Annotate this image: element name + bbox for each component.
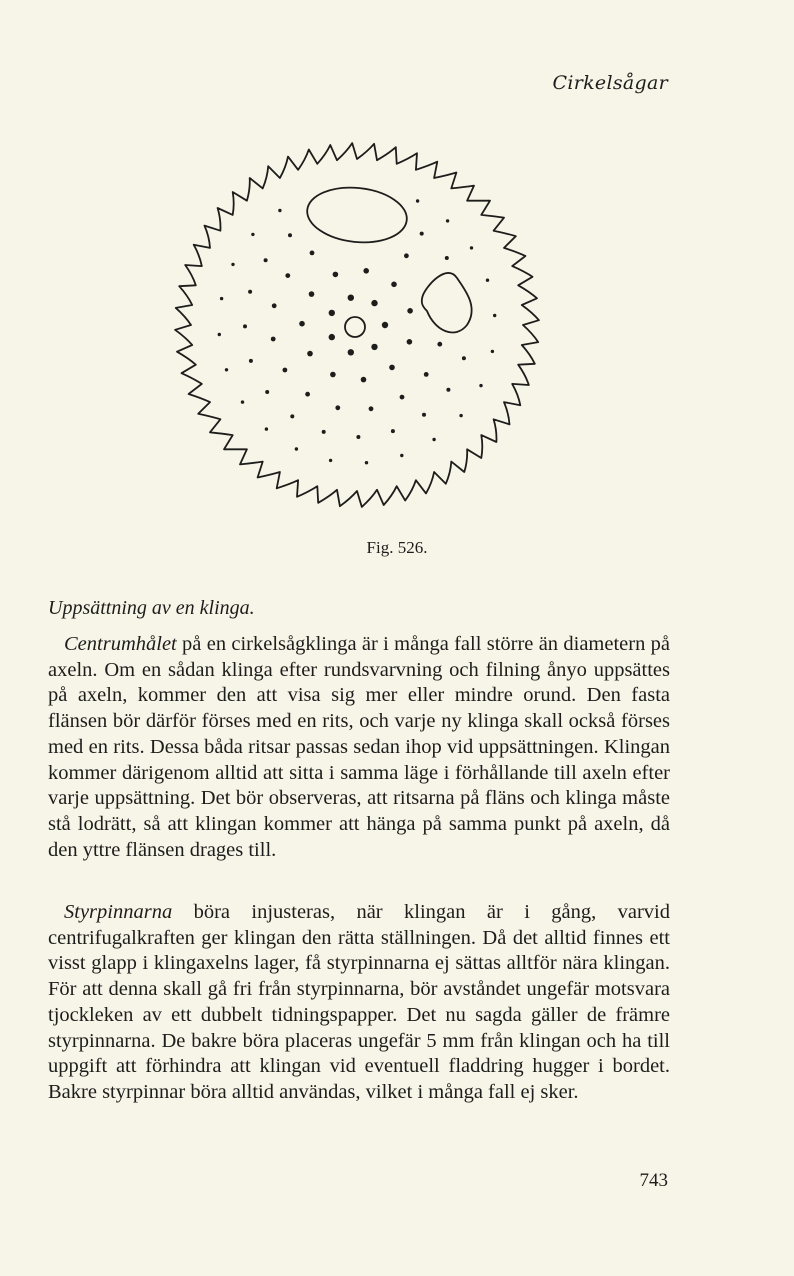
blade-dot xyxy=(243,324,247,328)
blade-dot xyxy=(493,314,496,317)
blade-dot xyxy=(416,199,419,202)
blade-dot xyxy=(371,344,377,350)
blade-dot xyxy=(231,263,234,266)
blade-dot xyxy=(491,350,494,353)
blade-dot xyxy=(404,253,409,258)
blade-dot xyxy=(220,297,223,300)
blade-dot xyxy=(437,342,442,347)
blade-dot xyxy=(249,359,253,363)
blade-dot xyxy=(265,427,268,430)
upper-kidney-slot xyxy=(304,183,409,247)
blade-dot xyxy=(446,219,449,222)
blade-dot xyxy=(329,334,335,340)
blade-dot xyxy=(329,310,335,316)
blade-dot xyxy=(272,303,277,308)
paragraph-2 xyxy=(48,900,670,1106)
blade-dot xyxy=(365,461,368,464)
blade-dot xyxy=(248,290,252,294)
running-head: Cirkelsågar xyxy=(552,72,668,94)
blade-dot xyxy=(356,435,360,439)
blade-dot xyxy=(271,337,276,342)
blade-dot xyxy=(479,384,482,387)
paragraph-1-text: på en cirkelsågklinga är i många fall större än diametern på axeln. Om en sådan klinga efter rundsvarvning och filning ånyo uppsättes på axeln, kommer den att visa sig mer eller mindre orund. Den fasta flänsen bör därför förses med en rits, och varje ny klinga skall också förses med en rits. Dessa båda ritsar passas sedan ihop vid uppsättningen. Klingan kommer därigenom alltid att sitta i samma läge i förhållande till axeln efter varje uppsättning. Det bör observeras, att ritsarna på fläns och klinga måste stå lodrätt, så att klingan kommer att hänga på samma punkt på axeln, då den yttre flänsen drages till. xyxy=(48,633,670,861)
blade-dot xyxy=(288,233,292,237)
saw-teeth-outline xyxy=(175,143,539,507)
center-arbor-hole xyxy=(345,317,365,337)
blade-dot xyxy=(295,447,298,450)
blade-dot xyxy=(251,233,254,236)
blade-dot xyxy=(278,209,281,212)
blade-dot xyxy=(225,368,228,371)
blade-dot xyxy=(459,414,462,417)
blade-dot xyxy=(361,377,367,383)
blade-dot xyxy=(333,272,339,278)
blade-dot xyxy=(391,429,395,433)
blade-dot xyxy=(305,392,310,397)
blade-dot xyxy=(322,430,326,434)
blade-dot xyxy=(218,333,221,336)
blade-dot xyxy=(348,295,354,301)
blade-dot xyxy=(310,251,315,256)
figure-caption: Fig. 526. xyxy=(366,538,428,557)
paragraph-2-text: böra injusteras, när klingan är i gång, varvid centrifugalkraften ger klingan den rätta ställningen. Då det alltid finnes ett visst glapp i klingaxelns lager, få styrpinnarna ej sättas alltför nära klingan. För att denna skall gå fri från styrpinnarna, bör avståndet ungefär motsvara tjockleken av ett dubbelt tidningspapper. Det nu sagda gäller de främre styrpinnarna. De bakre böra placeras ungefär 5 mm från klingan och ha till uppgift att förhindra att klingan vid eventuell fladdring hugger i bordet. Bakre styrpinnar böra alltid användas, vilket i många fall ej sker. xyxy=(48,901,670,1103)
blade-dot xyxy=(299,321,305,327)
blade-dot xyxy=(264,258,268,262)
blade-dot xyxy=(407,339,413,345)
blade-dot xyxy=(335,405,340,410)
blade-dot xyxy=(382,322,388,328)
blade-dot xyxy=(407,308,413,314)
blade-dot xyxy=(462,356,466,360)
blade-dot xyxy=(420,232,424,236)
blade-dot xyxy=(330,372,336,378)
blade-dot xyxy=(486,279,489,282)
paragraph-1 xyxy=(48,632,670,863)
blade-dot xyxy=(445,256,449,260)
blade-dot xyxy=(285,273,290,278)
blade-dot xyxy=(290,414,294,418)
blade-dot xyxy=(422,413,426,417)
section-title: Uppsättning av en klinga. xyxy=(48,597,255,619)
paragraph-2-lead: Styrpinnarna xyxy=(64,901,173,923)
blade-dot xyxy=(432,438,435,441)
blade-dot xyxy=(265,390,269,394)
paragraph-1-lead: Centrumhålet xyxy=(64,633,177,655)
blade-dot xyxy=(446,388,450,392)
blade-dot xyxy=(348,349,354,355)
blade-dot xyxy=(391,282,397,288)
blade-dot xyxy=(241,400,244,403)
blade-dot xyxy=(371,300,377,306)
blade-dot xyxy=(424,372,429,377)
blade-dot xyxy=(400,454,403,457)
right-kidney-slot xyxy=(422,273,472,333)
blade-dot xyxy=(309,291,315,297)
blade-dot xyxy=(307,351,313,357)
blade-dot xyxy=(369,406,374,411)
page-number: 743 xyxy=(639,1170,668,1191)
blade-dot xyxy=(363,268,369,274)
blade-dot xyxy=(283,368,288,373)
circular-saw-blade-illustration xyxy=(165,135,555,515)
blade-dot xyxy=(470,246,473,249)
blade-dot xyxy=(389,365,395,371)
blade-dot xyxy=(329,459,332,462)
blade-dot xyxy=(400,395,405,400)
